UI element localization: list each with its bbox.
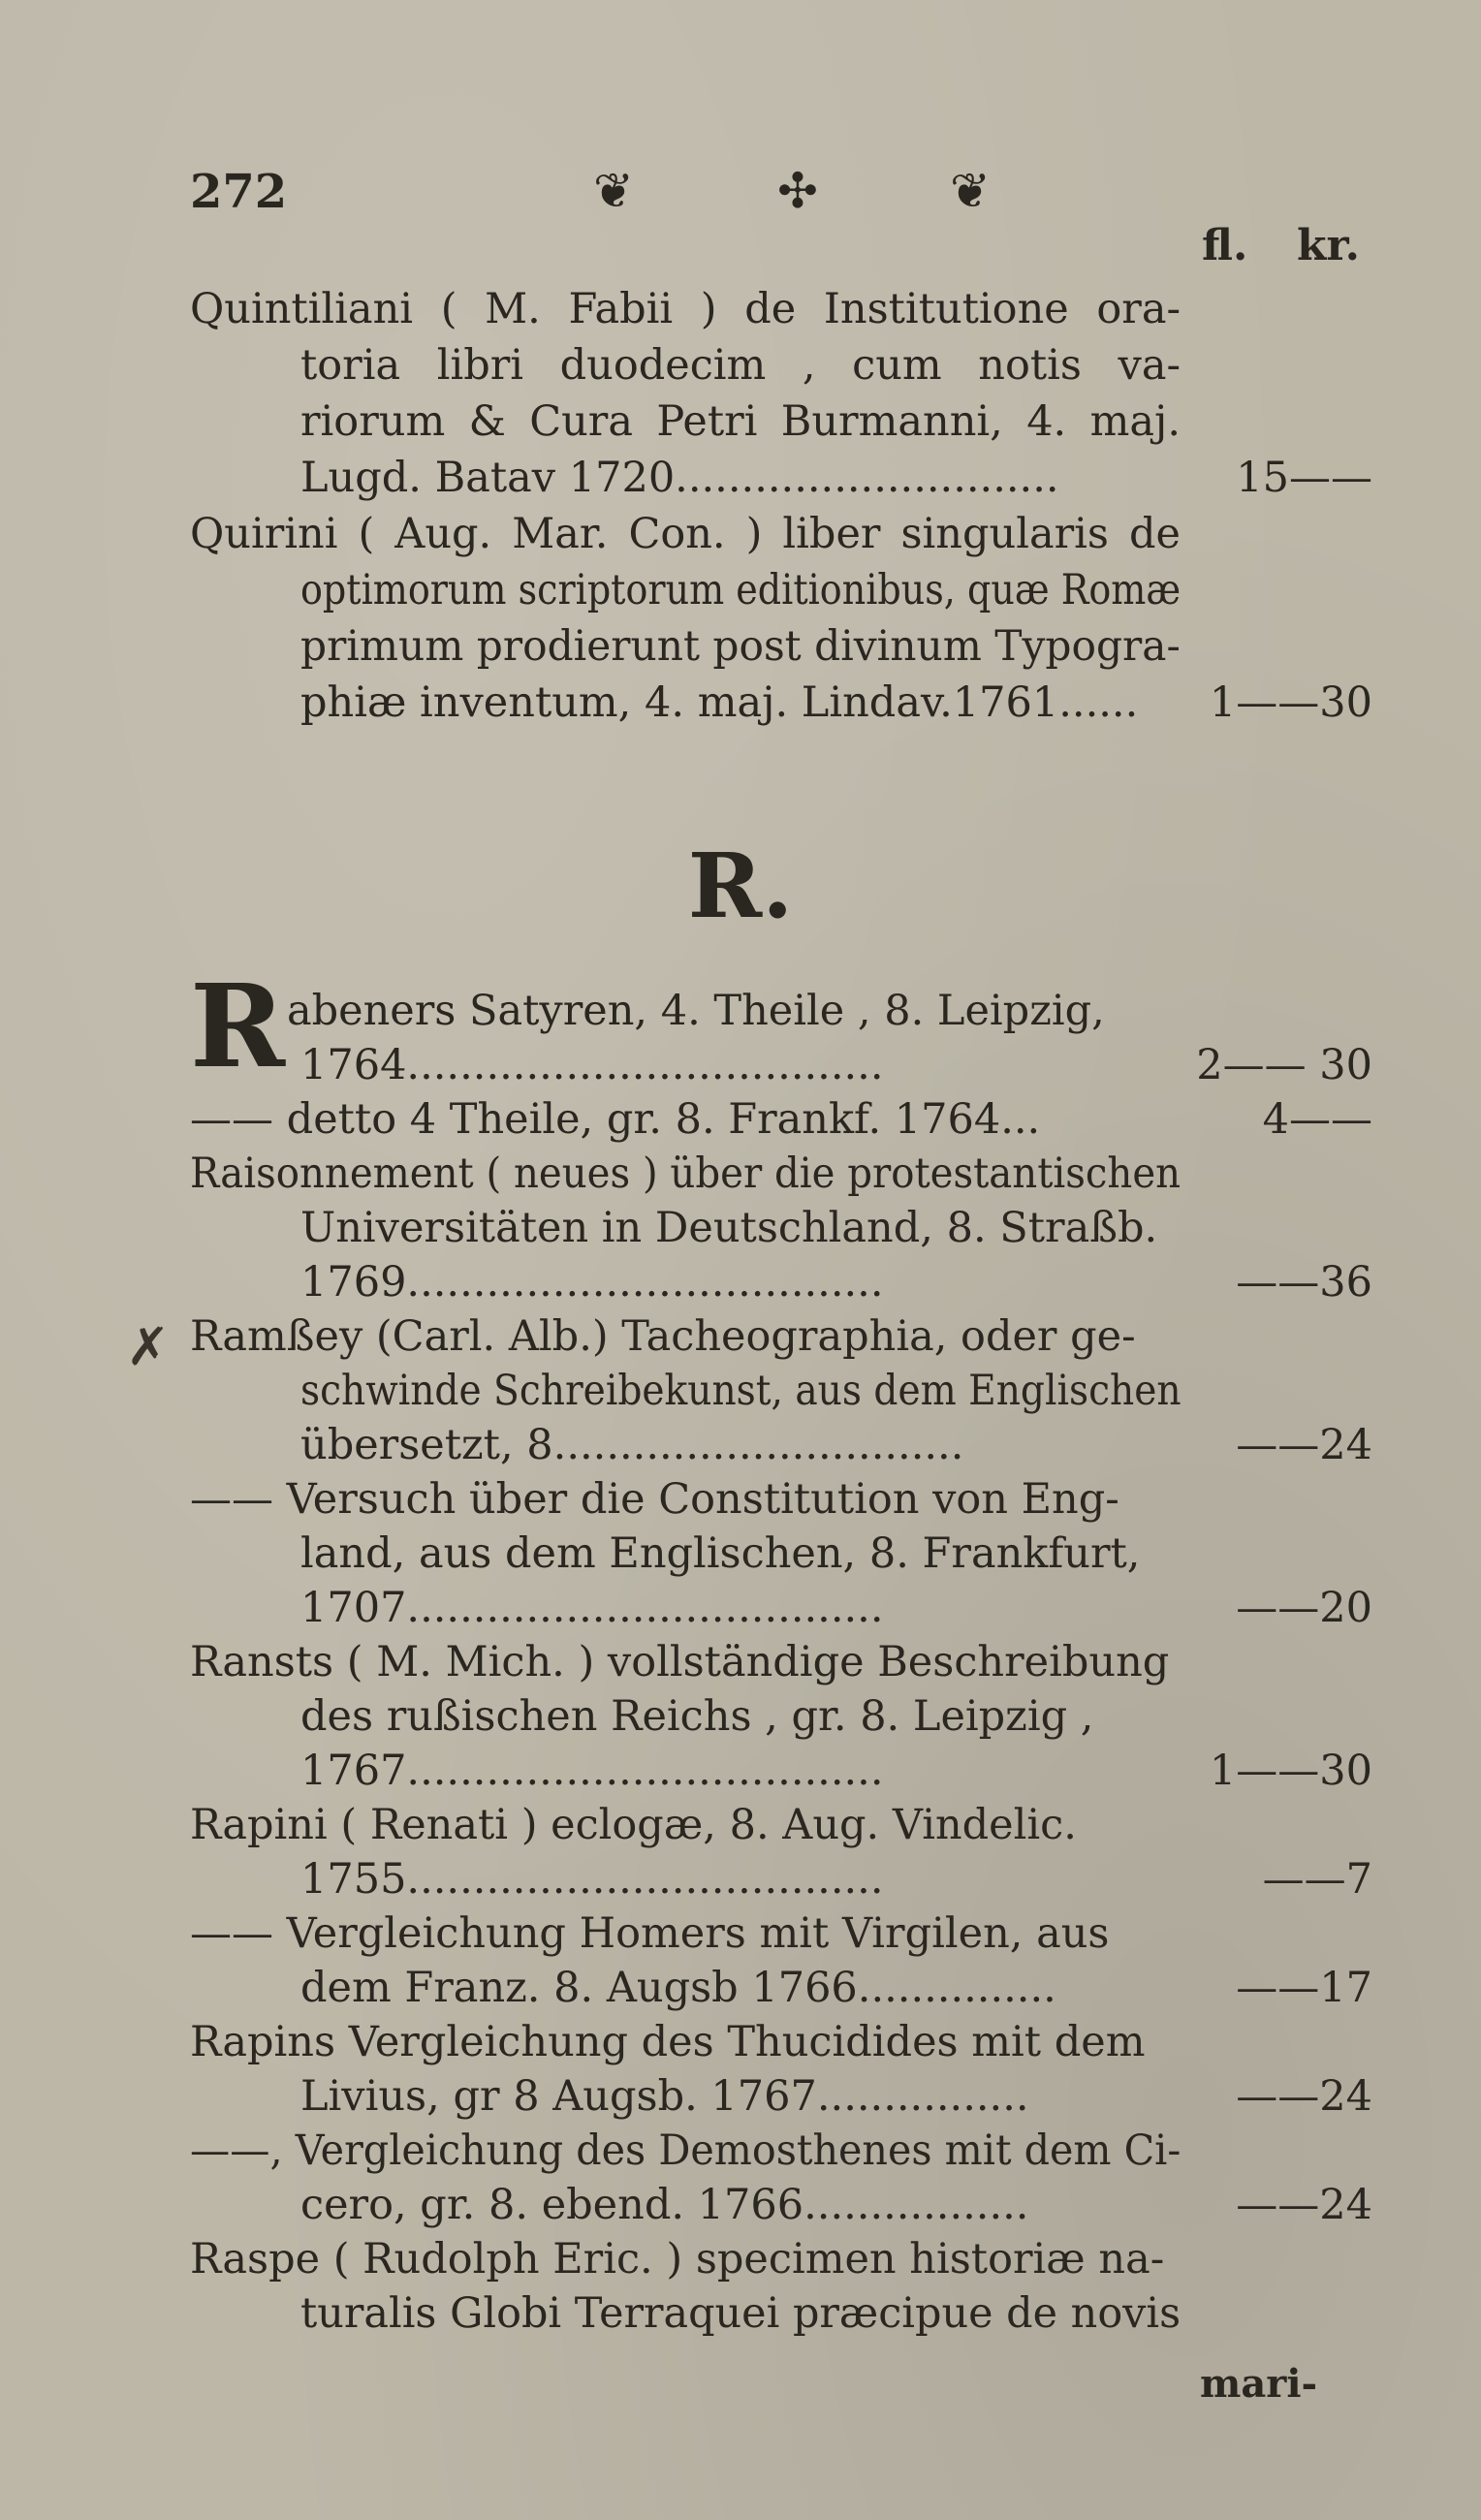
entry-text: 1707.................................... <box>300 1584 884 1632</box>
entry-text: abeners Satyren, 4. Theile , 8. Leipzig, <box>287 987 1105 1035</box>
entry-line <box>190 2123 1372 2179</box>
entry-text: Raisonnement ( neues ) über die protestantischen <box>190 1150 1182 1198</box>
entry-line <box>190 1688 1372 1745</box>
entry-line <box>190 1526 1372 1582</box>
entry-price: ——17 <box>1236 1964 1372 2012</box>
entry-text: Ramßey (Carl. Alb.) Tacheographia, oder ge- <box>190 1312 1136 1361</box>
entry-text: übersetzt, 8............................... <box>300 1421 964 1469</box>
entry-line <box>190 1471 1372 1528</box>
margin-cross-mark: ✗ <box>126 1316 171 1377</box>
entry-text: 1767.................................... <box>300 1747 884 1795</box>
ornament-left-icon: ❦ <box>593 163 634 219</box>
entry-price: ——24 <box>1236 1421 1372 1469</box>
entry-text: —— detto 4 Theile, gr. 8. Frankf. 1764... <box>190 1095 1041 1144</box>
entry-line <box>190 1091 1372 1148</box>
entry-price: 1——30 <box>1209 1747 1372 1795</box>
column-header-kr: kr. <box>1297 221 1360 270</box>
entry-price: ——7 <box>1262 1855 1372 1904</box>
entry-text: Universitäten in Deutschland, 8. Straßb. <box>300 1204 1158 1252</box>
entry-line <box>190 1037 1372 1093</box>
entry-price: ——36 <box>1236 1258 1372 1307</box>
entry-text: ——, Vergleichung des Demosthenes mit dem Ci- <box>190 2126 1182 2175</box>
entry-line <box>190 450 1372 506</box>
entry-text: land, aus dem Englischen, 8. Frankfurt, <box>300 1529 1141 1578</box>
entry-price: 2—— 30 <box>1196 1041 1372 1089</box>
entry-line <box>190 1254 1372 1310</box>
page-number: 272 <box>190 165 288 219</box>
entry-line <box>190 1200 1372 1256</box>
entry-line <box>190 1960 1372 2016</box>
entry-text: primum prodierunt post divinum Typogra- <box>300 622 1181 671</box>
entry-text: optimorum scriptorum editionibus, quæ Romæ <box>300 566 1182 614</box>
entry-line <box>190 2231 1372 2287</box>
entry-line <box>190 1417 1372 1473</box>
entry-line <box>190 1580 1372 1636</box>
entry-line <box>190 1797 1372 1853</box>
entry-line <box>190 506 1372 562</box>
entry-price: ——24 <box>1236 2181 1372 2229</box>
entry-price: 1——30 <box>1209 678 1372 727</box>
entry-line <box>190 337 1372 394</box>
entry-line <box>190 1743 1372 1799</box>
entry-text: toria libri duodecim , cum notis va- <box>300 341 1181 390</box>
entry-text: —— Vergleichung Homers mit Virgilen, aus <box>190 1909 1110 1958</box>
entry-line <box>190 983 1372 1039</box>
entry-price: 4—— <box>1262 1095 1372 1144</box>
entry-line <box>190 1308 1372 1365</box>
entry-line <box>190 394 1372 450</box>
entry-text: Ransts ( M. Mich. ) vollständige Beschreibung <box>190 1638 1170 1686</box>
entry-text: dem Franz. 8. Augsb 1766............... <box>300 1964 1056 2012</box>
ornament-center-icon: ✣ <box>777 163 818 219</box>
catchword: mari- <box>1200 2361 1318 2407</box>
entry-line <box>190 562 1372 618</box>
entry-line <box>190 618 1372 675</box>
column-header-fl: fl. <box>1202 221 1248 270</box>
entry-text: —— Versuch über die Constitution von Eng- <box>190 1475 1119 1524</box>
ornament-right-icon: ❦ <box>950 163 991 219</box>
entry-text: cero, gr. 8. ebend. 1766................. <box>300 2181 1029 2229</box>
entry-text: Lugd. Batav 1720............................. <box>300 454 1059 502</box>
entry-text: Rapins Vergleichung des Thucidides mit dem <box>190 2018 1146 2066</box>
entry-line <box>190 2285 1372 2342</box>
entry-text: 1769.................................... <box>300 1258 884 1307</box>
entry-price: 15—— <box>1236 454 1372 502</box>
entry-text: Quirini ( Aug. Mar. Con. ) liber singularis de <box>190 510 1181 558</box>
entry-line <box>190 2068 1372 2125</box>
entry-text: 1764.................................... <box>300 1041 884 1089</box>
entry-line <box>190 1363 1372 1419</box>
entry-line <box>190 1851 1372 1907</box>
entry-text: Quintiliani ( M. Fabii ) de Institutione ora- <box>190 285 1181 333</box>
entry-price: ——24 <box>1236 2072 1372 2121</box>
entry-text: phiæ inventum, 4. maj. Lindav.1761...... <box>300 678 1139 727</box>
entry-line <box>190 281 1372 337</box>
entry-line <box>190 2014 1372 2070</box>
entry-line <box>190 1146 1372 1202</box>
entry-text: Rapini ( Renati ) eclogæ, 8. Aug. Vindelic. <box>190 1801 1077 1849</box>
entry-text: schwinde Schreibekunst, aus dem Englischen <box>300 1367 1182 1415</box>
entry-line <box>190 1906 1372 1962</box>
entry-line <box>190 1634 1372 1690</box>
entry-line <box>190 2177 1372 2233</box>
entry-text: Livius, gr 8 Augsb. 1767................ <box>300 2072 1029 2121</box>
entry-line <box>190 675 1372 731</box>
entry-text: Raspe ( Rudolph Eric. ) specimen historiæ na- <box>190 2235 1165 2284</box>
entry-text: 1755.................................... <box>300 1855 884 1904</box>
entry-text: riorum & Cura Petri Burmanni, 4. maj. <box>300 397 1181 446</box>
entry-text: turalis Globi Terraquei præcipue de novis <box>300 2289 1182 2338</box>
section-heading: R. <box>687 834 794 938</box>
entry-text: des rußischen Reichs , gr. 8. Leipzig , <box>300 1692 1094 1741</box>
entry-price: ——20 <box>1236 1584 1372 1632</box>
drop-cap: R <box>190 959 286 1093</box>
